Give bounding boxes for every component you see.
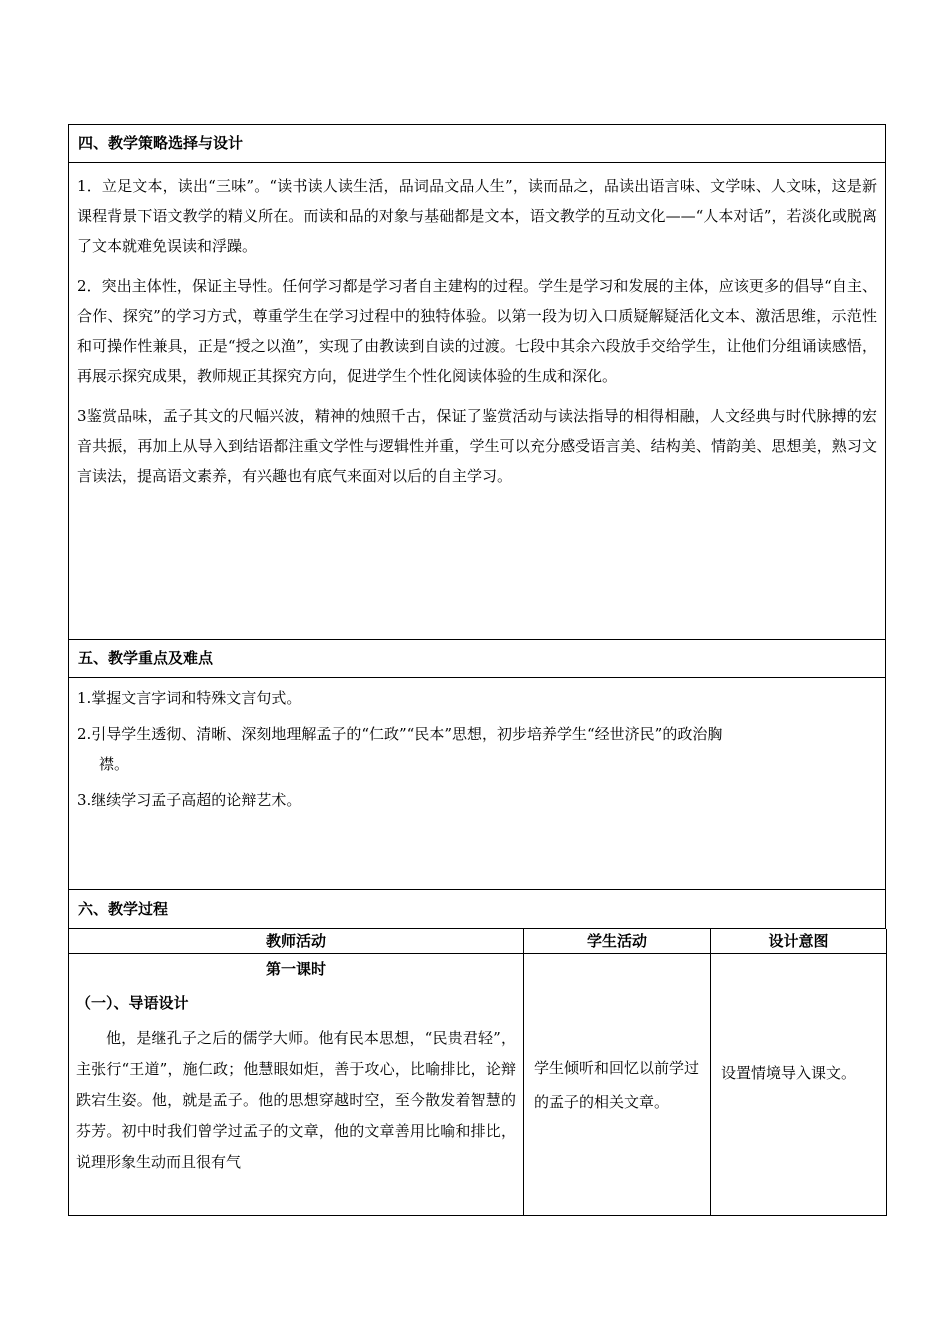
section-key-points (68, 640, 886, 890)
table-row (69, 954, 887, 1216)
process-table-header (69, 929, 887, 954)
key-point-2: 2.引导学生透彻、清晰、深刻地理解孟子的“仁政”“民本”思想，初步培养学生“经世济民”的政治胸 (77, 725, 723, 743)
key-points-list (69, 678, 885, 818)
key-point-3: 3.继续学习孟子高超的论辩艺术。 (77, 791, 302, 809)
section-teaching-strategy (68, 124, 886, 640)
key-point-2-continued: 襟。 (99, 755, 130, 773)
lead-in-heading: （一）、导语设计 (76, 994, 189, 1012)
column-teacher-activity: 教师活动 (69, 929, 524, 954)
section-heading: 六、教学过程 (69, 890, 885, 929)
section-heading: 五、教学重点及难点 (69, 640, 885, 678)
lead-in-text: 他，是继孔子之后的儒学大师。他有民本思想，“民贵君轻”，主张行“王道”，施仁政；他慧眼如炬，善于攻心，比喻排比，论辩跌宕生姿。他，就是孟子。他的思想穿越时空，至今散发着智慧的芬芳。初中时我们曾学过孟子的文章，他的文章善用比喻和排比，说理形象生动而且很有气 (76, 1029, 516, 1171)
section-teaching-process (68, 890, 886, 929)
design-intent-cell: 设置情境导入课文。 (711, 954, 887, 1216)
student-activity-cell: 学生倾听和回忆以前学过的孟子的相关文章。 (524, 954, 711, 1216)
teacher-activity-cell (69, 954, 524, 1216)
strategy-paragraph-3: 3鉴赏品味，孟子其文的尺幅兴波，精神的烛照千古，保证了鉴赏活动与读法指导的相得相融，人文经典与时代脉搏的宏音共振，再加上从导入到结语都注重文学性与逻辑性并重，学生可以充分感受语言美、结构美、情韵美、思想美，熟习文言读法，提高语文素养，有兴趣也有底气来面对以后的自主学习。 (77, 407, 877, 485)
strategy-paragraph-1: 1．立足文本，读出“三味”。“读书读人读生活，品词品文品人生”，读而品之，品读出语言味、文学味、人文味，这是新课程背景下语文教学的精义所在。而读和品的对象与基础都是文本，语文教学的互动文化——“人本对话”，若淡化或脱离了文本就难免误读和浮躁。 (77, 177, 877, 255)
strategy-paragraph-2: 2．突出主体性，保证主导性。任何学习都是学习者自主建构的过程。学生是学习和发展的主体，应该更多的倡导“自主、合作、探究”的学习方式，尊重学生在学习过程中的独特体验。以第一段为切入口质疑解疑活化文本、激活思维，示范性和可操作性兼具，正是“授之以渔”，实现了由教读到自读的过渡。七段中其余六段放手交给学生，让他们分组诵读感悟，再展示探究成果，教师规正其探究方向，促进学生个性化阅读体验的生成和深化。 (77, 277, 877, 385)
strategy-text (69, 163, 885, 491)
column-student-activity: 学生活动 (524, 929, 711, 954)
lesson-plan-page (68, 124, 886, 1216)
column-design-intent: 设计意图 (711, 929, 887, 954)
process-table (68, 929, 887, 1216)
lesson-title: 第一课时 (265, 960, 326, 978)
key-point-1: 1.掌握文言字词和特殊文言句式。 (77, 689, 302, 707)
section-heading: 四、教学策略选择与设计 (69, 125, 885, 163)
